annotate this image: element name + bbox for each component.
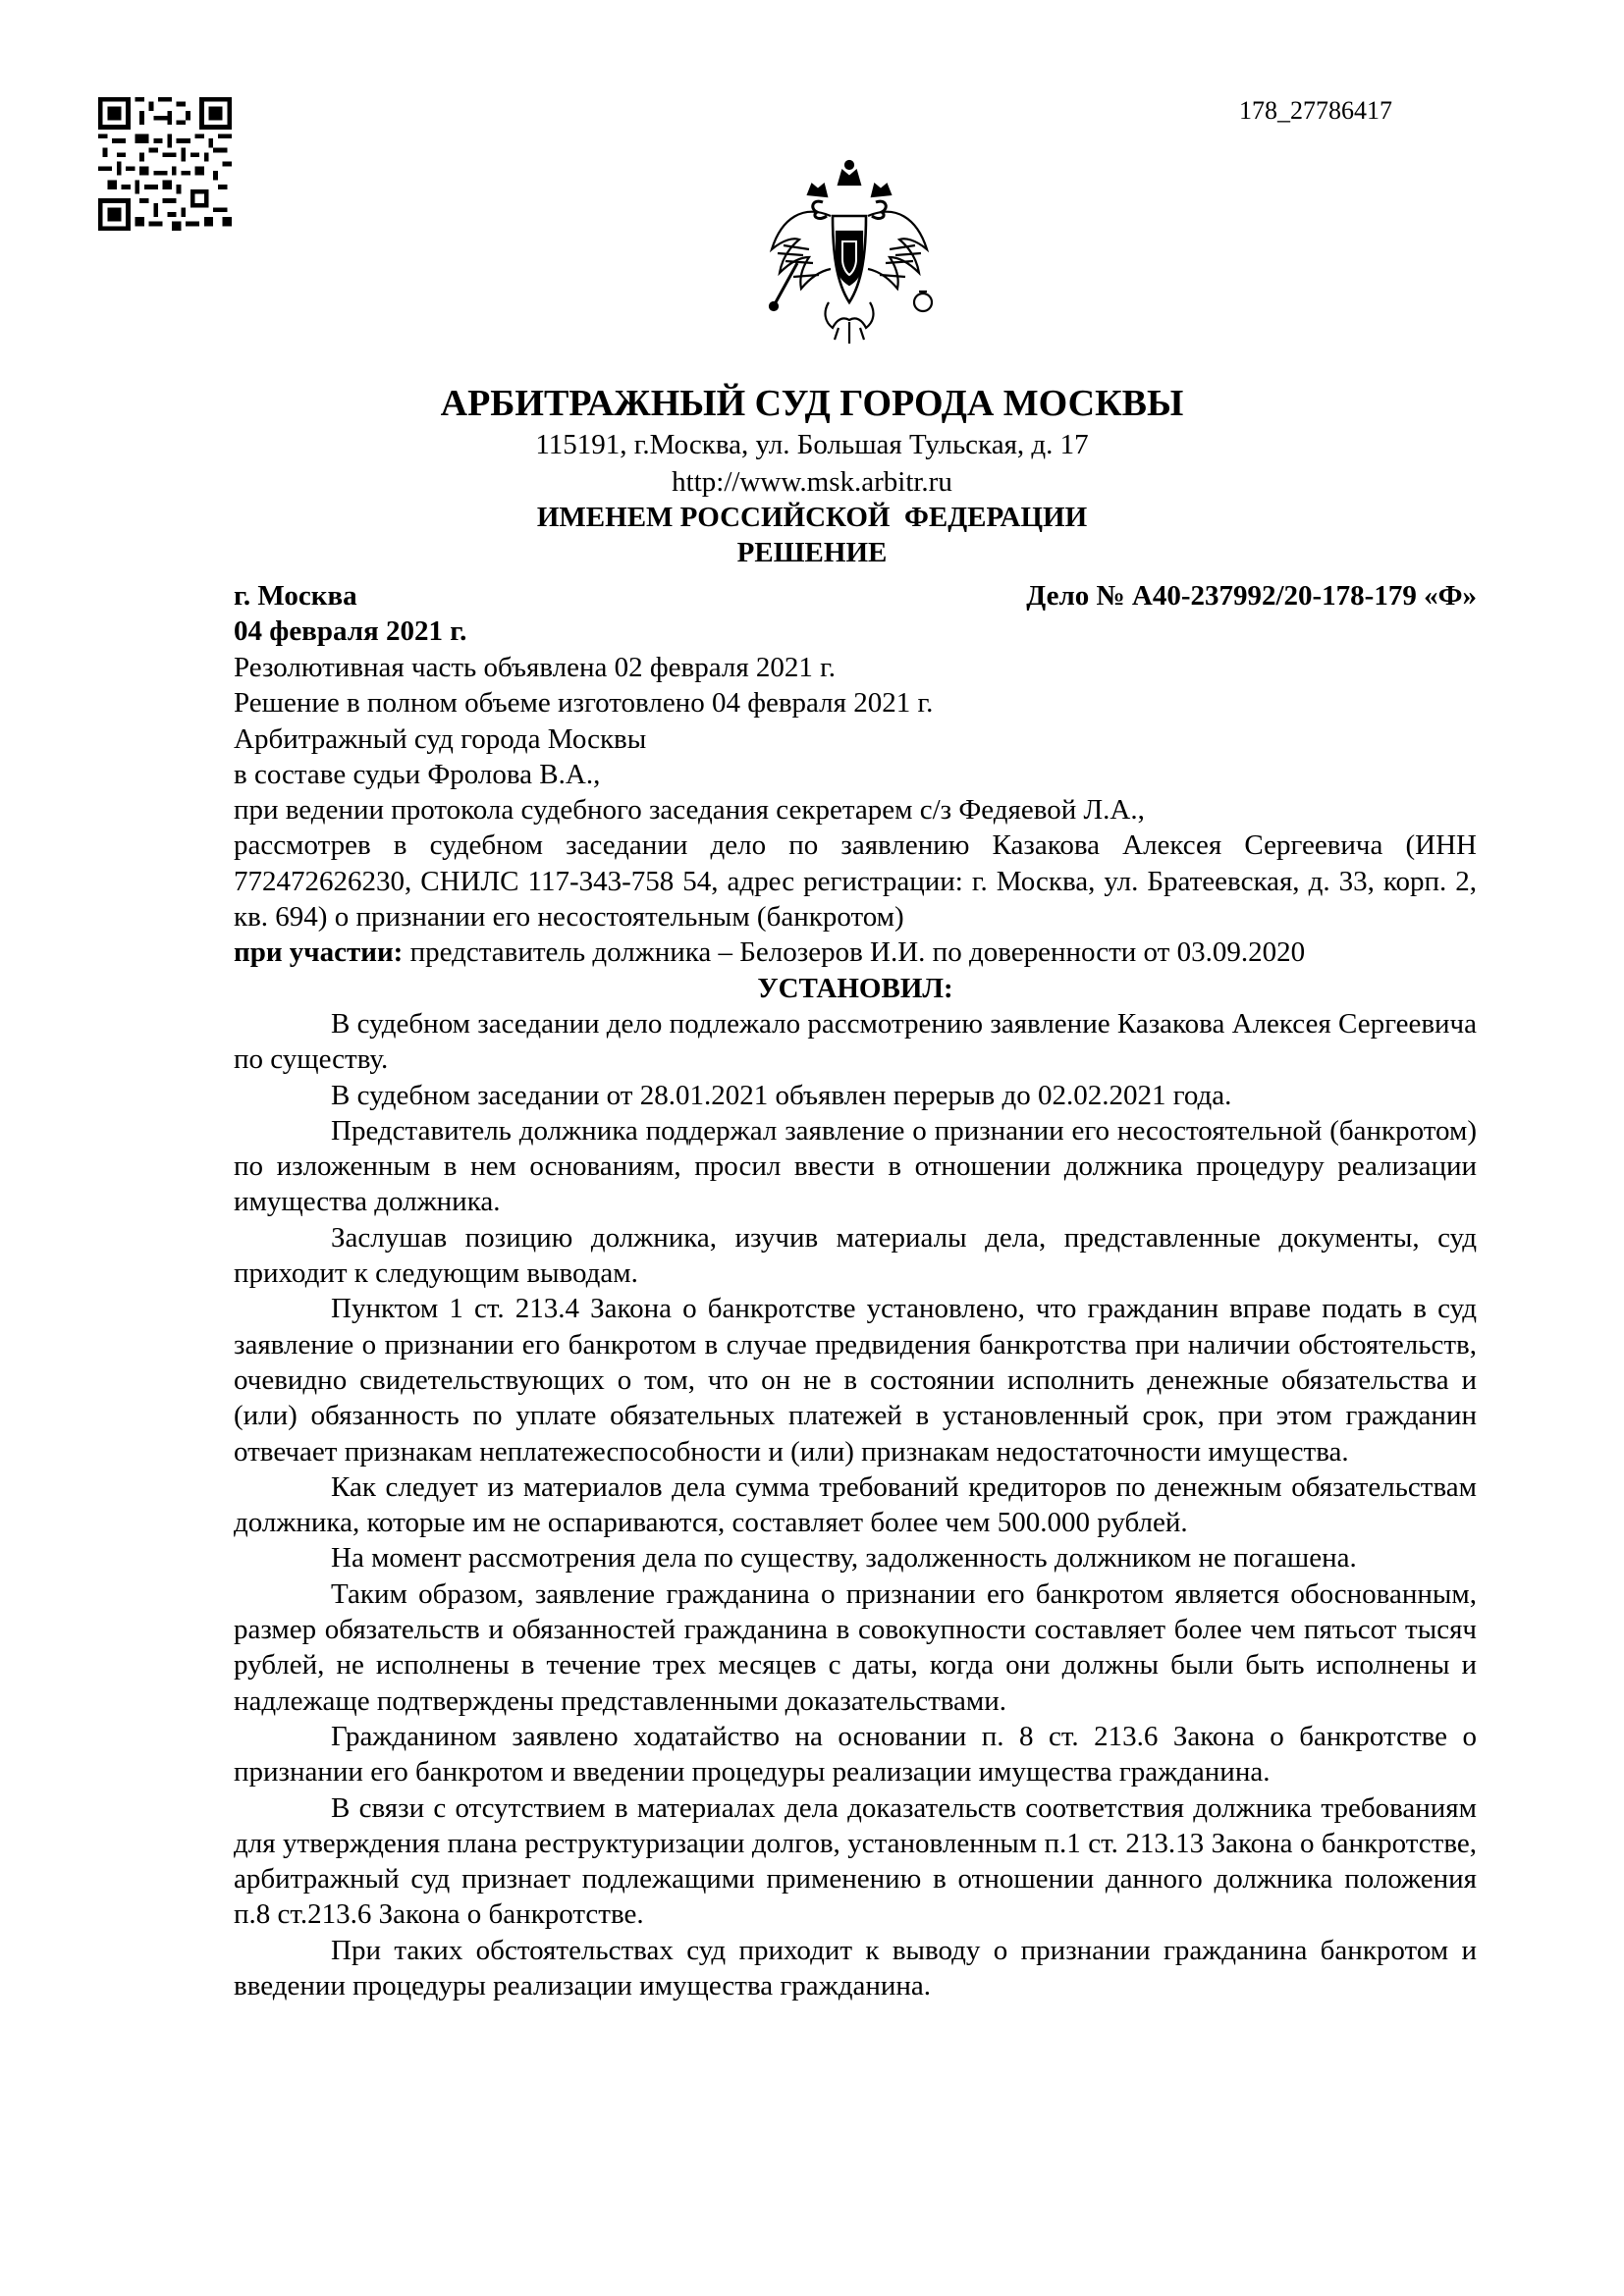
in-the-name-heading: ИМЕНЕМ РОССИЙСКОЙ ФЕДЕРАЦИИ bbox=[536, 502, 1088, 533]
participation-label: при участии: bbox=[234, 936, 404, 969]
case-number: Дело № А40-237992/20-178-179 «Ф» bbox=[1026, 580, 1477, 612]
participation-line bbox=[234, 934, 1477, 970]
decision-heading: РЕШЕНИЕ bbox=[736, 537, 888, 568]
coat-of-arms-emblem bbox=[754, 155, 945, 347]
paragraph: Пунктом 1 ст. 213.4 Закона о банкротстве установлено, что гражданин вправе подать в суд заявление о признании его банкротом в случае предвидения банкротства при наличии обстоятельств, очевидно свидетельствующих о том, что он не в состоянии исполнить денежные обязательства и (или) обязанность по уплате обязательных платежей в установленный срок, при этом гражданин отвечает признакам неплатежеспособности и (или) признакам недостаточности имущества. bbox=[234, 1293, 1477, 1468]
decision-date: 04 февраля 2021 г. bbox=[234, 615, 467, 647]
paragraph: В судебном заседании дело подлежало рассмотрению заявление Казакова Алексея Сергеевича по существу. bbox=[234, 1007, 1477, 1076]
paragraph: В судебном заседании от 28.01.2021 объявлен перерыв до 02.02.2021 года. bbox=[331, 1079, 1232, 1111]
established-heading: УСТАНОВИЛ: bbox=[757, 972, 953, 1004]
paragraph: Представитель должника поддержал заявление о признании его несостоятельной (банкротом) по изложенным в нем основаниям, просил ввести в отношении должника процедуру реализации имущества должника. bbox=[234, 1114, 1477, 1218]
paragraph: Как следует из материалов дела сумма требований кредиторов по денежным обязательствам должника, которые им не оспариваются, составляет более чем 500.000 рублей. bbox=[234, 1470, 1477, 1539]
qr-code bbox=[98, 97, 232, 231]
court-website: http://www.msk.arbitr.ru bbox=[672, 466, 952, 498]
document-body bbox=[234, 650, 1477, 2003]
court-name: АРБИТРАЖНЫЙ СУД ГОРОДА МОСКВЫ bbox=[440, 383, 1184, 424]
paragraph: Таким образом, заявление гражданина о признании его банкротом является обоснованным, размер обязательств и обязанностей гражданина в совокупности составляет более чем пятьсот тысяч рублей, не исполнены в течение трех месяцев с даты, когда они должны были быть исполнены и надлежаще подтверждены представленными доказательствами. bbox=[234, 1577, 1477, 1717]
intro-line: Арбитражный суд города Москвы bbox=[234, 722, 647, 755]
intro-line: в составе судьи Фролова В.А., bbox=[234, 758, 601, 790]
consideration-paragraph: рассмотрев в судебном заседании дело по заявлению Казакова Алексея Сергеевича (ИНН 772472626230, СНИЛС 117-343-758 54, адрес регистрации: г. Москва, ул. Братеевская, д. 33, корп. 2, кв. 694) о признании его несостоятельным (банкротом) bbox=[234, 829, 1477, 934]
participation-text: представитель должника – Белозеров И.И. по доверенности от 03.09.2020 bbox=[403, 936, 1306, 969]
document-id: 178_27786417 bbox=[1239, 96, 1392, 125]
paragraph: При таких обстоятельствах суд приходит к выводу о признании гражданина банкротом и введении процедуры реализации имущества гражданина. bbox=[234, 1934, 1477, 2002]
court-address: 115191, г.Москва, ул. Большая Тульская, д. 17 bbox=[535, 429, 1089, 460]
paragraph: На момент рассмотрения дела по существу, задолженность должником не погашена. bbox=[331, 1542, 1357, 1575]
city: г. Москва bbox=[234, 580, 357, 612]
intro-line: Резолютивная часть объявлена 02 февраля 2021 г. bbox=[234, 652, 837, 683]
intro-line: при ведении протокола судебного заседания секретарем с/з Федяевой Л.А., bbox=[234, 794, 1145, 827]
paragraph: В связи с отсутствием в материалах дела доказательств соответствия должника требованиям для утверждения плана реструктуризации долгов, установленным п.1 ст. 213.13 Закона о банкротстве, арбитражный суд признает подлежащими применению в отношении данного должника положения п.8 ст.213.6 Закона о банкротстве. bbox=[234, 1791, 1477, 1931]
intro-line: Решение в полном объеме изготовлено 04 февраля 2021 г. bbox=[234, 687, 934, 720]
paragraph: Гражданином заявлено ходатайство на основании п. 8 ст. 213.6 Закона о банкротстве о признании его банкротом и введении процедуры реализации имущества гражданина. bbox=[234, 1720, 1477, 1789]
paragraph: Заслушав позицию должника, изучив материалы дела, представленные документы, суд приходит к следующим выводам. bbox=[234, 1221, 1477, 1290]
